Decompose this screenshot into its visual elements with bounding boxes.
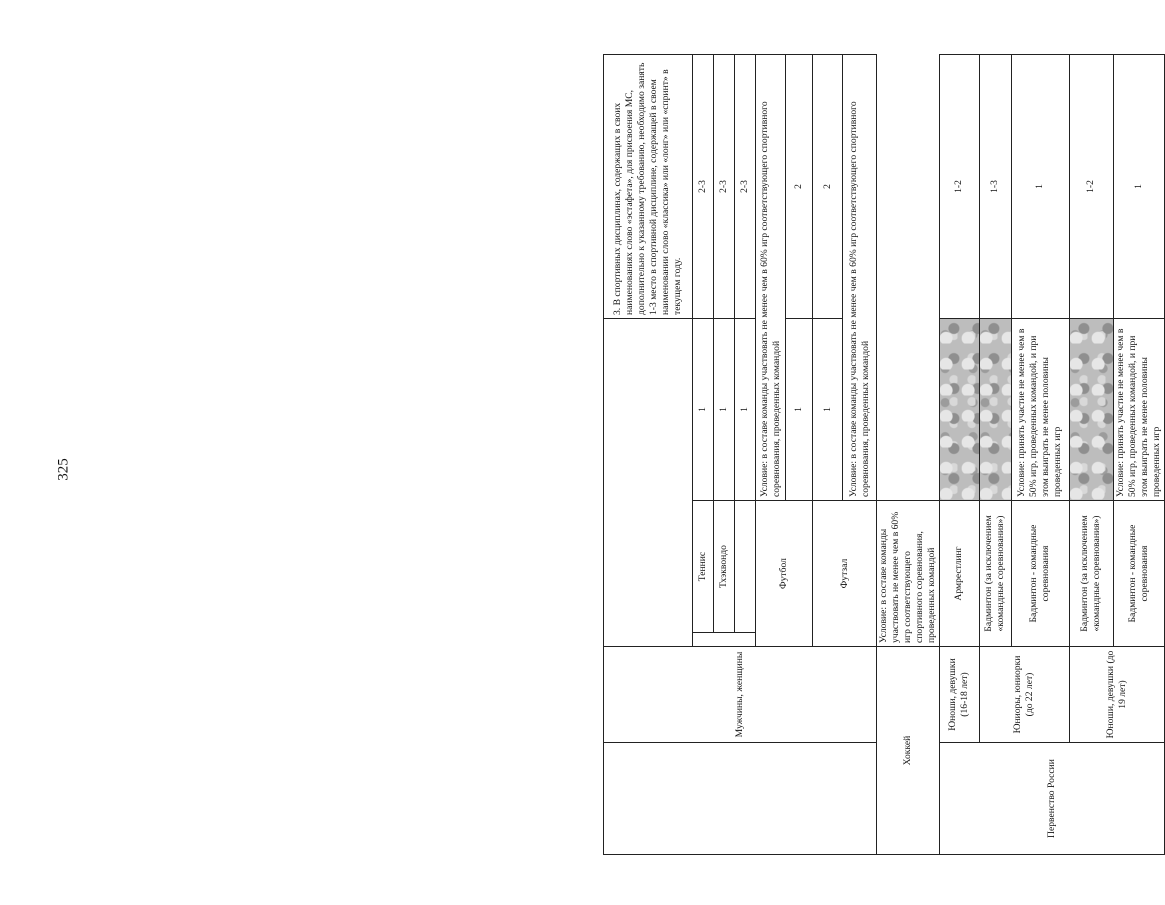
rotated-table-container xyxy=(603,55,1162,855)
group-men-women: Мужчины, женщины xyxy=(604,647,877,743)
armwrestling-col2: 1-2 xyxy=(939,54,979,318)
blank-col1: 1 xyxy=(735,318,756,500)
tennis-col1: 1 xyxy=(693,318,714,500)
football-condition: Условие: в составе команды участвовать не менее чем в 60% игр соответствующего спортивного соревнования, проведенных командой xyxy=(756,54,786,500)
sport-badminton-individual-juniors: Бадминтон (за исключением «командные соревнования») xyxy=(979,501,1011,647)
shaded-cell xyxy=(939,318,979,500)
table-row-hockey xyxy=(877,54,940,854)
sport-tennis: Теннис xyxy=(693,501,714,633)
badminton-team-juniors-condition: Условие: принять участие не менее чем в 50% игр, проведенных командой, и при этом выиграть не менее половины проведенных игр xyxy=(1011,318,1069,500)
qualification-table xyxy=(603,54,1165,855)
empty-cell xyxy=(693,633,756,647)
table-row-badminton-individual-youth xyxy=(1069,54,1113,854)
table-row-badminton-individual-juniors xyxy=(979,54,1011,854)
sport-armwrestling: Армрестлинг xyxy=(939,501,979,647)
note-text: 3. В спортивных дисциплинах, содержащих в своих наименованиях слово «эстафета», для присвоения МС, дополнительно к указанному требованию, необходимо занять 1-3 место в спортивной дисциплине, содержащей в своем наименовании слово «классика» или «лонг» или «спринт» в текущем году. xyxy=(604,54,693,318)
futsal-condition: Условие: в составе команды участвовать не менее чем в 60% игр соответствующего спортивного соревнования, проведенных командой xyxy=(843,54,877,500)
football-col2: 2 xyxy=(786,54,813,318)
table-row-armwrestling xyxy=(939,54,979,854)
shaded-cell xyxy=(979,318,1011,500)
sport-football: Футбол xyxy=(756,501,813,647)
empty-cell xyxy=(604,743,877,855)
sport-hockey: Хоккей xyxy=(877,647,940,855)
group-russia-championship: Первенство России xyxy=(939,743,1164,855)
group-youth-16-18: Юноши, девушки (16-18 лет) xyxy=(939,647,979,743)
sport-badminton-team-juniors: Бадминтон - командные соревнования xyxy=(1011,501,1069,647)
futsal-col2: 2 xyxy=(813,54,843,318)
sport-futsal: Футзал xyxy=(813,501,877,647)
futsal-col1: 1 xyxy=(813,318,843,500)
tennis-col2: 2-3 xyxy=(693,54,714,318)
taekwondo-col2: 2-3 xyxy=(714,54,735,318)
sport-badminton-team-youth: Бадминтон - командные соревнования xyxy=(1113,501,1164,647)
badminton-team-youth-col2: 1 xyxy=(1113,54,1164,318)
badminton-team-juniors-col2: 1 xyxy=(1011,54,1069,318)
empty-cell xyxy=(735,501,756,633)
empty-cell xyxy=(604,318,693,646)
badminton-individual-juniors-col2: 1-3 xyxy=(979,54,1011,318)
badminton-team-youth-condition: Условие: принять участие не менее чем в 50% игр, проведенных командой, и при этом выиграть не менее половины проведенных игр xyxy=(1113,318,1164,500)
hockey-condition: Условие: в составе команды участвовать не менее чем в 60% игр соответствующего спортивного соревнования, проведенных командой xyxy=(877,501,940,647)
note-row xyxy=(604,54,693,854)
group-youth-19: Юноши, девушки (до 19 лет) xyxy=(1069,647,1164,743)
badminton-individual-youth-col2: 1-2 xyxy=(1069,54,1113,318)
football-col1: 1 xyxy=(786,318,813,500)
sport-badminton-individual-youth: Бадминтон (за исключением «командные соревнования») xyxy=(1069,501,1113,647)
page-number: 325 xyxy=(55,458,72,481)
group-juniors-22: Юниоры, юниорки (до 22 лет) xyxy=(979,647,1069,743)
blank-col2: 2-3 xyxy=(735,54,756,318)
sport-taekwondo: Тхэквондо xyxy=(714,501,735,633)
shaded-cell xyxy=(1069,318,1113,500)
taekwondo-col1: 1 xyxy=(714,318,735,500)
